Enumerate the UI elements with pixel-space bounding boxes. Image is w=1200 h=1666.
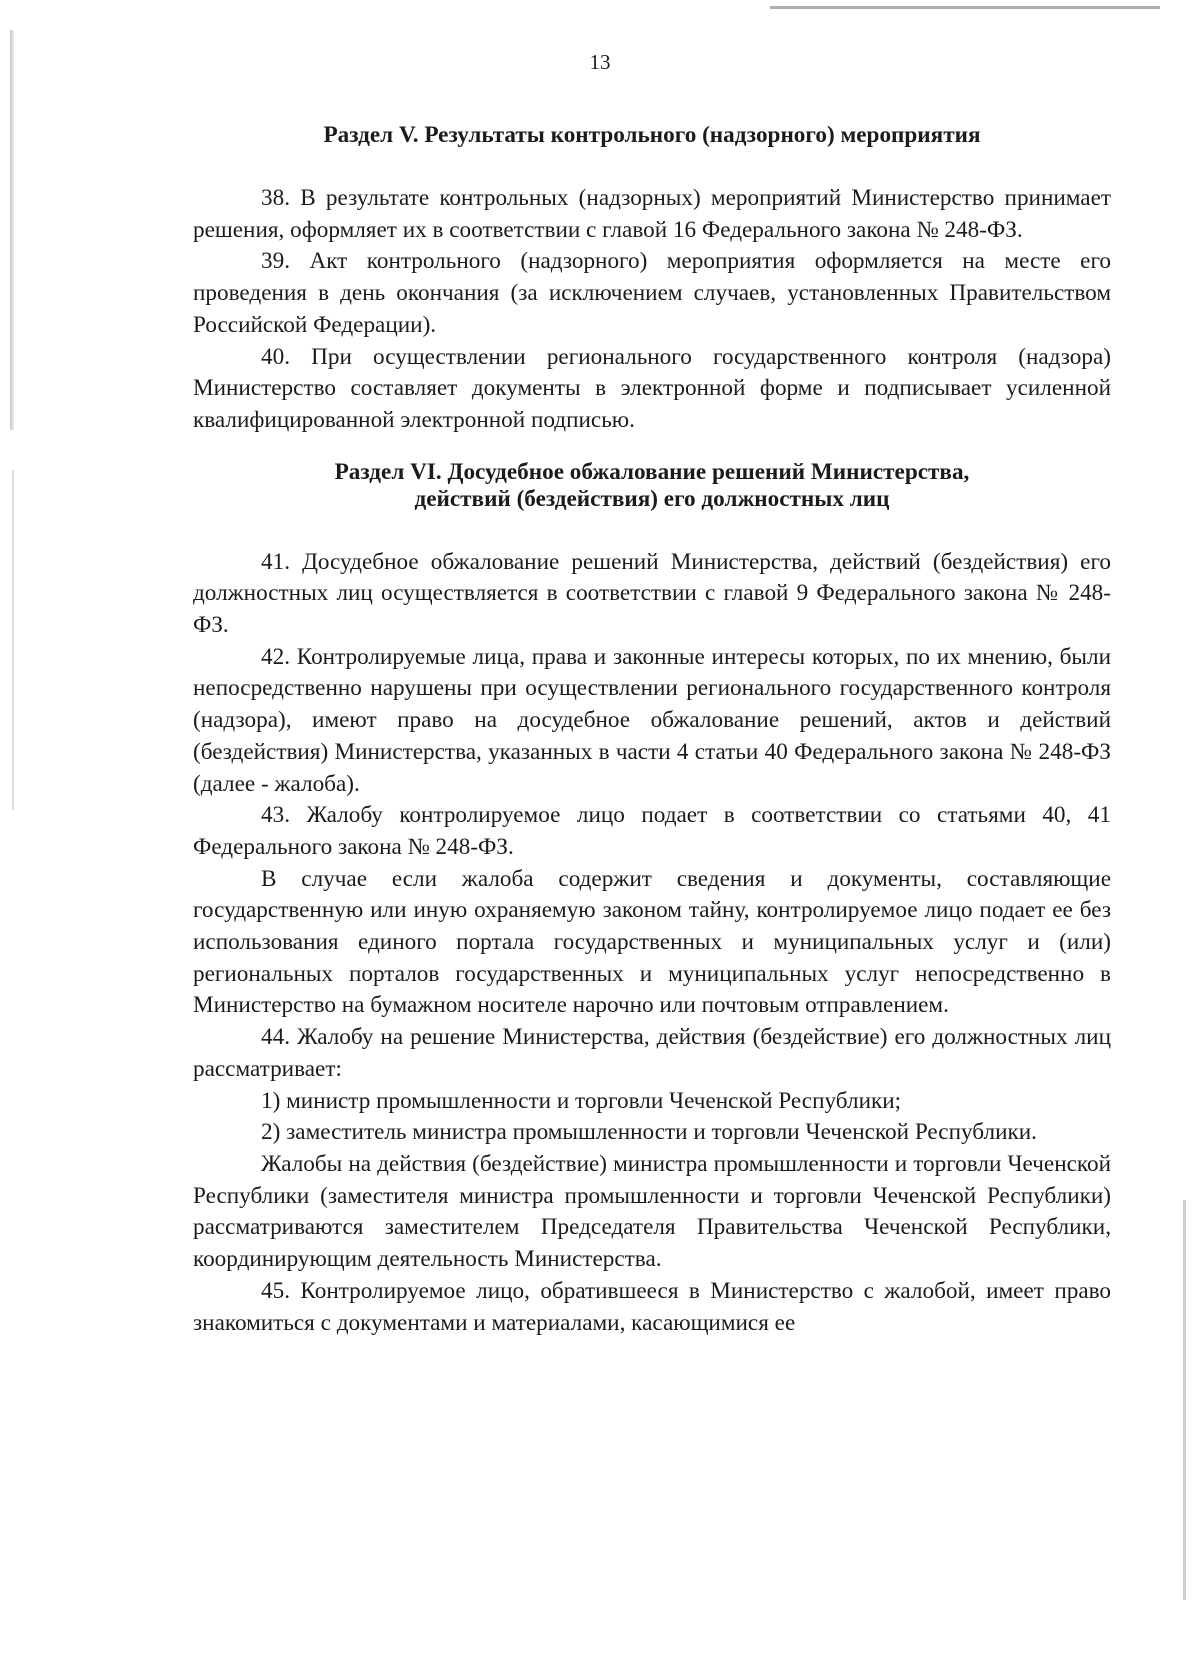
scan-artifact-top: [770, 6, 1160, 9]
scan-artifact-right: [1183, 1200, 1186, 1600]
scan-artifact-left: [10, 30, 14, 430]
paragraph-44: 44. Жалобу на решение Министерства, действия (бездействие) его должностных лиц рассматривает:: [193, 1024, 1111, 1082]
section-6-title-line-1: Раздел VI. Досудебное обжалование решений Министерства,: [334, 458, 970, 485]
paragraph-38: 38. В результате контрольных (надзорных) мероприятий Министерство принимает решения, оформляет их в соответствии с главой 16 Федерального закона № 248-ФЗ.: [193, 185, 1111, 243]
section-6-title: [193, 459, 1111, 513]
paragraph-44-item-1: 1) министр промышленности и торговли Чеченской Республики;: [261, 1087, 902, 1114]
section-5-title: Раздел V. Результаты контрольного (надзорного) мероприятия: [323, 122, 981, 148]
paragraph-42: 42. Контролируемые лица, права и законные интересы которых, по их мнению, были непосредственно нарушены при осуществлении регионального государственного контроля (надзора), имеют право на досудебное обжалование решений, актов и действий (бездействия) Министерства, указанных в части 4 статьи 40 Федерального закона № 248-ФЗ (далее - жалоба).: [193, 643, 1111, 797]
document-body: [193, 122, 1111, 1339]
page-number: 13: [589, 50, 611, 74]
paragraph-45: 45. Контролируемое лицо, обратившееся в Министерство с жалобой, имеет право знакомиться с документами и материалами, касающимися ее: [193, 1277, 1111, 1336]
paragraph-41: 41. Досудебное обжалование решений Министерства, действий (бездействия) его должностных лиц осуществляется в соответствии с главой 9 Федерального закона № 248-ФЗ.: [193, 548, 1111, 639]
paragraph-44-cont: Жалобы на действия (бездействие) министра промышленности и торговли Чеченской Республики (заместителя министра промышленности и торговли Чеченской Республики) рассматриваются заместителем Председателя Правительства Чеченской Республики, координирующим деятельность Министерства.: [193, 1150, 1111, 1273]
section-6-title-line-2: действий (бездействия) его должностных лиц: [414, 485, 890, 512]
paragraph-43: 43. Жалобу контролируемое лицо подает в соответствии со статьями 40, 41 Федерального закона № 248-ФЗ.: [193, 802, 1111, 860]
paragraph-43-cont: В случае если жалоба содержит сведения и документы, составляющие государственную или иную охраняемую законом тайну, контролируемое лицо подает ее без использования единого портала государственных и муниципальных услуг и (или) региональных порталов государственных и муниципальных услуг непосредственно в Министерство на бумажном носителе нарочно или почтовым отправлением.: [193, 865, 1111, 1019]
paragraph-39: 39. Акт контрольного (надзорного) мероприятия оформляется на месте его проведения в день окончания (за исключением случаев, установленных Правительством Российской Федерации).: [193, 248, 1111, 338]
paragraph-40: 40. При осуществлении регионального государственного контроля (надзора) Министерство составляет документы в электронной форме и подписывает усиленной квалифицированной электронной подписью.: [193, 343, 1111, 433]
scan-artifact-left-lower: [12, 470, 14, 810]
paragraph-44-item-2: 2) заместитель министра промышленности и торговли Чеченской Республики.: [261, 1119, 1037, 1146]
